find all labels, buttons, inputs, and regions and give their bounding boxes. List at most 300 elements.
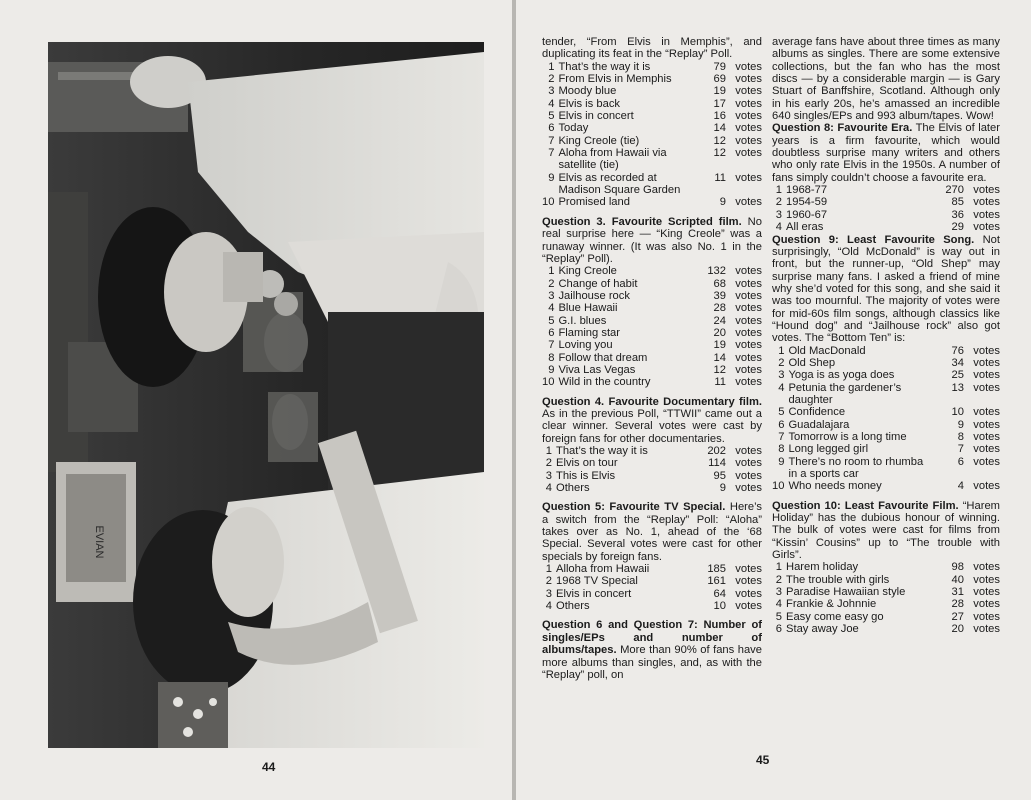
vote-count: 10 (951, 406, 964, 419)
vote-unit: votes (735, 302, 762, 315)
vote-row (542, 339, 762, 351)
rank: 4 (775, 221, 782, 234)
item-title: Old Shep (788, 356, 836, 369)
vote-row (772, 480, 1000, 492)
vote-row (542, 588, 762, 600)
item-title: Petunia the gardener’s daughter (788, 381, 902, 406)
vote-count-cell (692, 73, 762, 85)
vote-count-cell (692, 376, 762, 388)
item-title: Change of habit (558, 277, 638, 290)
vote-unit: votes (735, 110, 762, 123)
item-title: 1968 TV Special (556, 575, 638, 588)
vote-row (542, 290, 762, 302)
vote-row (542, 352, 762, 364)
vote-count: 39 (713, 289, 726, 302)
least-favourite-song-list (772, 345, 1000, 493)
vote-unit: votes (735, 122, 762, 135)
vote-row (542, 135, 762, 147)
vote-count: 85 (951, 196, 964, 209)
vote-count: 8 (957, 431, 964, 443)
item-title: Frankie & Johnnie (786, 598, 877, 611)
vote-count-cell (692, 315, 762, 327)
vote-unit: votes (735, 85, 762, 98)
vote-count-cell (692, 85, 762, 97)
vote-unit: votes (973, 196, 1000, 209)
q5-body: Here’s a switch from the “Replay” Poll: “Aloha” takes over as No. 1, ahead of the ‘68 Special. Several votes were cast for other specials by foreign fans. (542, 501, 762, 563)
vote-unit: votes (973, 418, 1000, 431)
rank: 4 (778, 381, 785, 394)
vote-count: 14 (713, 351, 726, 364)
vote-unit: votes (973, 586, 1000, 599)
vote-unit: votes (735, 73, 762, 86)
vote-count-cell (930, 431, 1000, 443)
q8-body: The Elvis of later years is a firm favourite, which would doubtless surprise many writers and others who only rate Elvis in the 1950s. A number of fans simply couldn’t choose a favourite era. (772, 122, 1000, 184)
scripted-film-list (542, 265, 762, 388)
vote-count-cell (692, 147, 762, 172)
vote-count: 10 (713, 600, 726, 613)
vote-unit: votes (973, 623, 1000, 636)
vote-row (542, 315, 762, 327)
vote-count: 19 (713, 339, 726, 352)
vote-unit: votes (973, 431, 1000, 443)
rank: 10 (542, 196, 555, 209)
least-favourite-film-list (772, 561, 1000, 635)
vote-count: 28 (713, 302, 726, 315)
rank: 7 (548, 134, 555, 147)
item-title: There’s no room to rhumba in a sports car (788, 455, 924, 481)
item-title: Confidence (788, 406, 846, 419)
item-title: Others (556, 600, 590, 613)
vote-count-cell (692, 172, 762, 197)
vote-count-cell (692, 457, 762, 469)
vote-count-cell (692, 98, 762, 110)
rank: 3 (545, 469, 552, 482)
rank: 10 (542, 376, 555, 389)
page-number-left: 44 (262, 760, 276, 774)
item-title: King Creole (tie) (558, 134, 640, 147)
vote-unit: votes (735, 97, 762, 110)
vote-unit: votes (973, 455, 1000, 468)
q10-heading: Question 10: Least Favourite Film. (772, 499, 959, 512)
rank: 1 (775, 184, 782, 197)
item-title: Harem holiday (786, 561, 859, 574)
vote-unit: votes (973, 208, 1000, 221)
vote-unit: votes (735, 482, 762, 495)
vote-unit: votes (735, 134, 762, 147)
vote-row (772, 357, 1000, 369)
vote-count-cell (692, 588, 762, 600)
rank: 5 (548, 110, 555, 123)
vote-count-cell (692, 265, 762, 277)
rank: 1 (545, 445, 552, 457)
vote-row (542, 457, 762, 469)
rank: 6 (775, 623, 782, 636)
vote-unit: votes (735, 587, 762, 600)
vote-count-cell (692, 61, 762, 73)
item-title: The trouble with girls (786, 573, 890, 586)
vote-unit: votes (973, 610, 1000, 623)
rank: 4 (545, 600, 552, 613)
rank: 5 (775, 610, 782, 623)
item-title: Promised land (558, 196, 630, 209)
vote-row (542, 85, 762, 97)
vote-row (772, 598, 1000, 610)
rank: 7 (548, 339, 555, 352)
vote-count-cell (692, 600, 762, 612)
vote-count: 270 (945, 184, 964, 197)
vote-unit: votes (973, 598, 1000, 611)
vote-count: 40 (951, 573, 964, 586)
vote-row (772, 209, 1000, 221)
q6-body: More than 90% of fans have more albums than singles, and, as with the “Replay” poll, on (542, 644, 762, 681)
item-title: Old MacDonald (788, 344, 866, 357)
left-page (0, 0, 512, 800)
vote-unit: votes (735, 575, 762, 588)
q6-heading: Question 6 and Question 7: Number of singles/EPs and number of albums/tapes. (542, 619, 762, 657)
vote-count-cell (930, 209, 1000, 221)
vote-row (542, 278, 762, 290)
vote-count: 28 (951, 598, 964, 611)
vote-count-cell (930, 406, 1000, 418)
item-title: 1960-67 (786, 208, 828, 221)
vote-count: 7 (957, 443, 964, 456)
rank: 7 (778, 431, 785, 443)
vote-count-cell (930, 382, 1000, 407)
rank: 5 (778, 406, 785, 419)
item-title: Elvis on tour (556, 457, 618, 470)
vote-count-cell (930, 574, 1000, 586)
vote-unit: votes (735, 196, 762, 209)
vote-row (542, 563, 762, 575)
item-title: Jailhouse rock (558, 289, 630, 302)
vote-count-cell (930, 480, 1000, 492)
q4-heading: Question 4. Favourite Documentary film. (542, 395, 762, 408)
rank: 1 (548, 265, 555, 278)
tv-special-list (542, 563, 762, 612)
vote-row (542, 482, 762, 494)
vote-count-cell (692, 445, 762, 457)
vote-row (542, 122, 762, 134)
vote-count-cell (692, 196, 762, 208)
rank: 2 (778, 356, 785, 369)
rank: 4 (548, 302, 555, 315)
item-title: Loving you (558, 339, 613, 352)
vote-unit: votes (735, 376, 762, 389)
vote-count: 161 (707, 575, 726, 588)
vote-count-cell (692, 364, 762, 376)
item-title: From Elvis in Memphis (558, 73, 672, 86)
rank: 8 (548, 351, 555, 364)
q9-heading: Question 9: Least Favourite Song. (772, 233, 975, 246)
vote-count-cell (692, 470, 762, 482)
item-title: Others (556, 482, 590, 495)
rank: 3 (775, 208, 782, 221)
vote-count: 20 (713, 326, 726, 339)
vote-count: 29 (951, 221, 964, 234)
vote-unit: votes (735, 277, 762, 290)
vote-row (542, 445, 762, 457)
rank: 9 (778, 455, 785, 468)
vote-row (772, 431, 1000, 443)
vote-unit: votes (735, 457, 762, 470)
rank: 9 (548, 363, 555, 376)
vote-count: 95 (713, 469, 726, 482)
item-title: Viva Las Vegas (558, 363, 636, 376)
vote-count-cell (692, 575, 762, 587)
vote-row (542, 172, 762, 197)
vote-unit: votes (735, 326, 762, 339)
vote-unit: votes (973, 480, 1000, 493)
vote-unit: votes (973, 406, 1000, 419)
vote-unit: votes (735, 445, 762, 457)
vote-row (542, 147, 762, 172)
vote-row (772, 574, 1000, 586)
vote-row (772, 184, 1000, 196)
q8-paragraph (772, 122, 1000, 184)
vote-count: 76 (951, 344, 964, 357)
vote-count-cell (930, 443, 1000, 455)
film-still-photo (48, 42, 484, 748)
vote-row (542, 73, 762, 85)
q9-body: Not surprisingly, “Old McDonald” is way out in front, but the runner-up, “Old Shep” may surprise many fans. I asked a friend of mine why she’d voted for this song, and she said it was too mournful. The majority of votes were for mid-60s film songs, although classics like “Hound dog” and “Jailhouse rock” also got votes. The “Bottom Ten” is: (772, 233, 1000, 345)
item-title: Guadalajara (788, 418, 850, 431)
vote-unit: votes (973, 443, 1000, 456)
vote-count-cell (692, 327, 762, 339)
vote-row (772, 419, 1000, 431)
vote-count-cell (930, 357, 1000, 369)
vote-count-cell (930, 369, 1000, 381)
item-title: That’s the way it is (556, 445, 648, 457)
vote-count: 6 (957, 455, 964, 468)
q5-paragraph (542, 501, 762, 563)
favourite-album-list (542, 61, 762, 209)
vote-row (772, 443, 1000, 455)
item-title: Elvis is back (558, 97, 621, 110)
rank: 4 (548, 97, 555, 110)
rank: 1 (545, 563, 552, 576)
item-title: Long legged girl (788, 443, 869, 456)
vote-count-cell (692, 290, 762, 302)
vote-row (542, 110, 762, 122)
rank: 2 (548, 277, 555, 290)
item-title: All eras (786, 221, 824, 234)
vote-count: 69 (713, 73, 726, 86)
rank: 5 (548, 314, 555, 327)
vote-count: 132 (707, 265, 726, 278)
vote-count: 11 (714, 376, 726, 389)
vote-count: 9 (719, 482, 726, 495)
vote-row (542, 98, 762, 110)
vote-count-cell (692, 278, 762, 290)
item-title: 1968-77 (786, 184, 828, 197)
film-still-image (48, 42, 484, 748)
vote-count: 13 (951, 381, 964, 394)
rank: 6 (548, 122, 555, 135)
vote-unit: votes (973, 356, 1000, 369)
rank: 1 (548, 60, 555, 73)
q6-paragraph (542, 619, 762, 681)
q4-paragraph (542, 396, 762, 445)
vote-count: 36 (951, 208, 964, 221)
rank: 1 (778, 344, 785, 357)
vote-unit: votes (735, 563, 762, 576)
vote-unit: votes (735, 363, 762, 376)
vote-count-cell (930, 611, 1000, 623)
item-title: Who needs money (788, 480, 882, 493)
vote-count: 9 (719, 196, 726, 209)
vote-row (542, 327, 762, 339)
vote-count: 4 (957, 480, 964, 493)
vote-row (772, 369, 1000, 381)
vote-unit: votes (735, 314, 762, 327)
vote-row (542, 376, 762, 388)
item-title: Wild in the country (558, 376, 651, 389)
vote-row (772, 345, 1000, 357)
item-title: Today (558, 122, 589, 135)
vote-unit: votes (735, 60, 762, 73)
paragraph-intro: tender, “From Elvis in Memphis”, and duplicating its feat in the “Replay” Poll. (542, 36, 762, 61)
item-title: Moody blue (558, 85, 617, 98)
rank: 1 (775, 561, 782, 574)
item-title: G.I. blues (558, 314, 607, 327)
item-title: This is Elvis (556, 469, 616, 482)
vote-count: 64 (713, 587, 726, 600)
q3-paragraph (542, 216, 762, 265)
vote-unit: votes (735, 265, 762, 278)
item-title: Flaming star (558, 326, 621, 339)
q3-body: No real surprise here — “King Creole” was a runaway winner. (It was also No. 1 in the “Replay” Poll). (542, 215, 762, 265)
vote-row (772, 406, 1000, 418)
poster-text: EVIAN (93, 525, 105, 559)
vote-count-cell (930, 598, 1000, 610)
vote-count-cell (930, 561, 1000, 573)
vote-row (542, 265, 762, 277)
documentary-film-list (542, 445, 762, 494)
vote-count-cell (930, 221, 1000, 233)
vote-count: 24 (713, 314, 726, 327)
vote-count-cell (930, 184, 1000, 196)
text-column-1 (542, 36, 762, 681)
vote-count-cell (930, 196, 1000, 208)
vote-unit: votes (735, 351, 762, 364)
vote-unit: votes (735, 600, 762, 613)
item-title: Paradise Hawaiian style (786, 586, 906, 599)
vote-count-cell (930, 345, 1000, 357)
vote-count-cell (692, 339, 762, 351)
vote-count-cell (930, 456, 1000, 481)
vote-row (772, 221, 1000, 233)
rank: 3 (775, 586, 782, 599)
vote-count: 185 (707, 563, 726, 576)
vote-row (542, 61, 762, 73)
text-column-2 (772, 36, 1000, 636)
rank: 8 (778, 443, 785, 456)
item-title: Alloha from Hawaii (556, 563, 650, 576)
vote-count: 25 (951, 369, 964, 382)
vote-count: 98 (951, 561, 964, 574)
vote-count: 19 (713, 85, 726, 98)
vote-row (772, 611, 1000, 623)
vote-count: 202 (707, 445, 726, 457)
item-title: Elvis in concert (556, 587, 632, 600)
rank: 3 (548, 85, 555, 98)
vote-unit: votes (973, 369, 1000, 382)
vote-unit: votes (973, 221, 1000, 234)
item-title: Follow that dream (558, 351, 648, 364)
vote-count: 68 (713, 277, 726, 290)
item-title: Tomorrow is a long time (788, 431, 907, 443)
rank: 7 (548, 147, 555, 160)
vote-count: 16 (713, 110, 726, 123)
vote-count-cell (930, 586, 1000, 598)
vote-count: 34 (951, 356, 964, 369)
item-title: Elvis as recorded at Madison Square Garden (558, 171, 681, 197)
vote-count-cell (692, 110, 762, 122)
rank: 6 (778, 418, 785, 431)
q3-heading: Question 3. Favourite Scripted film. (542, 215, 742, 228)
vote-row (772, 586, 1000, 598)
rank: 2 (775, 573, 782, 586)
vote-row (542, 196, 762, 208)
item-title: Blue Hawaii (558, 302, 618, 315)
vote-row (542, 470, 762, 482)
vote-row (542, 302, 762, 314)
vote-unit: votes (735, 289, 762, 302)
vote-row (772, 382, 1000, 407)
vote-row (772, 623, 1000, 635)
item-title: Elvis in concert (558, 110, 634, 123)
item-title: That’s the way it is (558, 60, 651, 73)
vote-count: 12 (713, 134, 726, 147)
vote-row (542, 600, 762, 612)
rank: 10 (772, 480, 785, 493)
rank: 3 (545, 587, 552, 600)
vote-row (772, 196, 1000, 208)
vote-unit: votes (973, 573, 1000, 586)
vote-count: 20 (951, 623, 964, 636)
q4-body: As in the previous Poll, “TTWII” came out a clear winner. Several votes were cast by foreign fans for other documentaries. (542, 407, 762, 445)
vote-unit: votes (735, 147, 762, 160)
q10-paragraph (772, 500, 1000, 562)
vote-unit: votes (973, 381, 1000, 394)
vote-count: 31 (951, 586, 964, 599)
rank: 4 (545, 482, 552, 495)
vote-count-cell (692, 302, 762, 314)
vote-unit: votes (735, 171, 762, 184)
vote-count: 79 (713, 60, 726, 73)
favourite-era-list (772, 184, 1000, 233)
vote-count-cell (692, 352, 762, 364)
item-title: 1954-59 (786, 196, 828, 209)
vote-unit: votes (973, 184, 1000, 197)
rank: 2 (545, 575, 552, 588)
vote-count: 11 (714, 171, 726, 184)
item-title: King Creole (558, 265, 617, 278)
vote-count: 114 (708, 457, 726, 470)
q10-body: “Harem Holiday” has the dubious honour of winning. The bulk of votes were cast for films from “Kissin’ Cousins” up to “The trouble with Girls”. (772, 499, 1000, 562)
rank: 2 (545, 457, 552, 470)
page-number-right: 45 (756, 753, 770, 767)
item-title: Yoga is as yoga does (788, 369, 895, 382)
right-page (516, 0, 1031, 800)
rank: 3 (778, 369, 785, 382)
vote-row (772, 456, 1000, 481)
q5-heading: Question 5: Favourite TV Special. (542, 501, 726, 514)
paragraph-collections: average fans have about three times as many albums as singles. There are some extensive collections, but the fan who has the most discs — by a considerable margin — is Gary Stuart of Banffshire, Scotland. Although only in his early 20s, he’s amassed an incredible 640 singles/EPs and 993 album/tapes. Wow! (772, 36, 1000, 123)
vote-count-cell (692, 482, 762, 494)
rank: 2 (775, 196, 782, 209)
vote-unit: votes (735, 339, 762, 352)
